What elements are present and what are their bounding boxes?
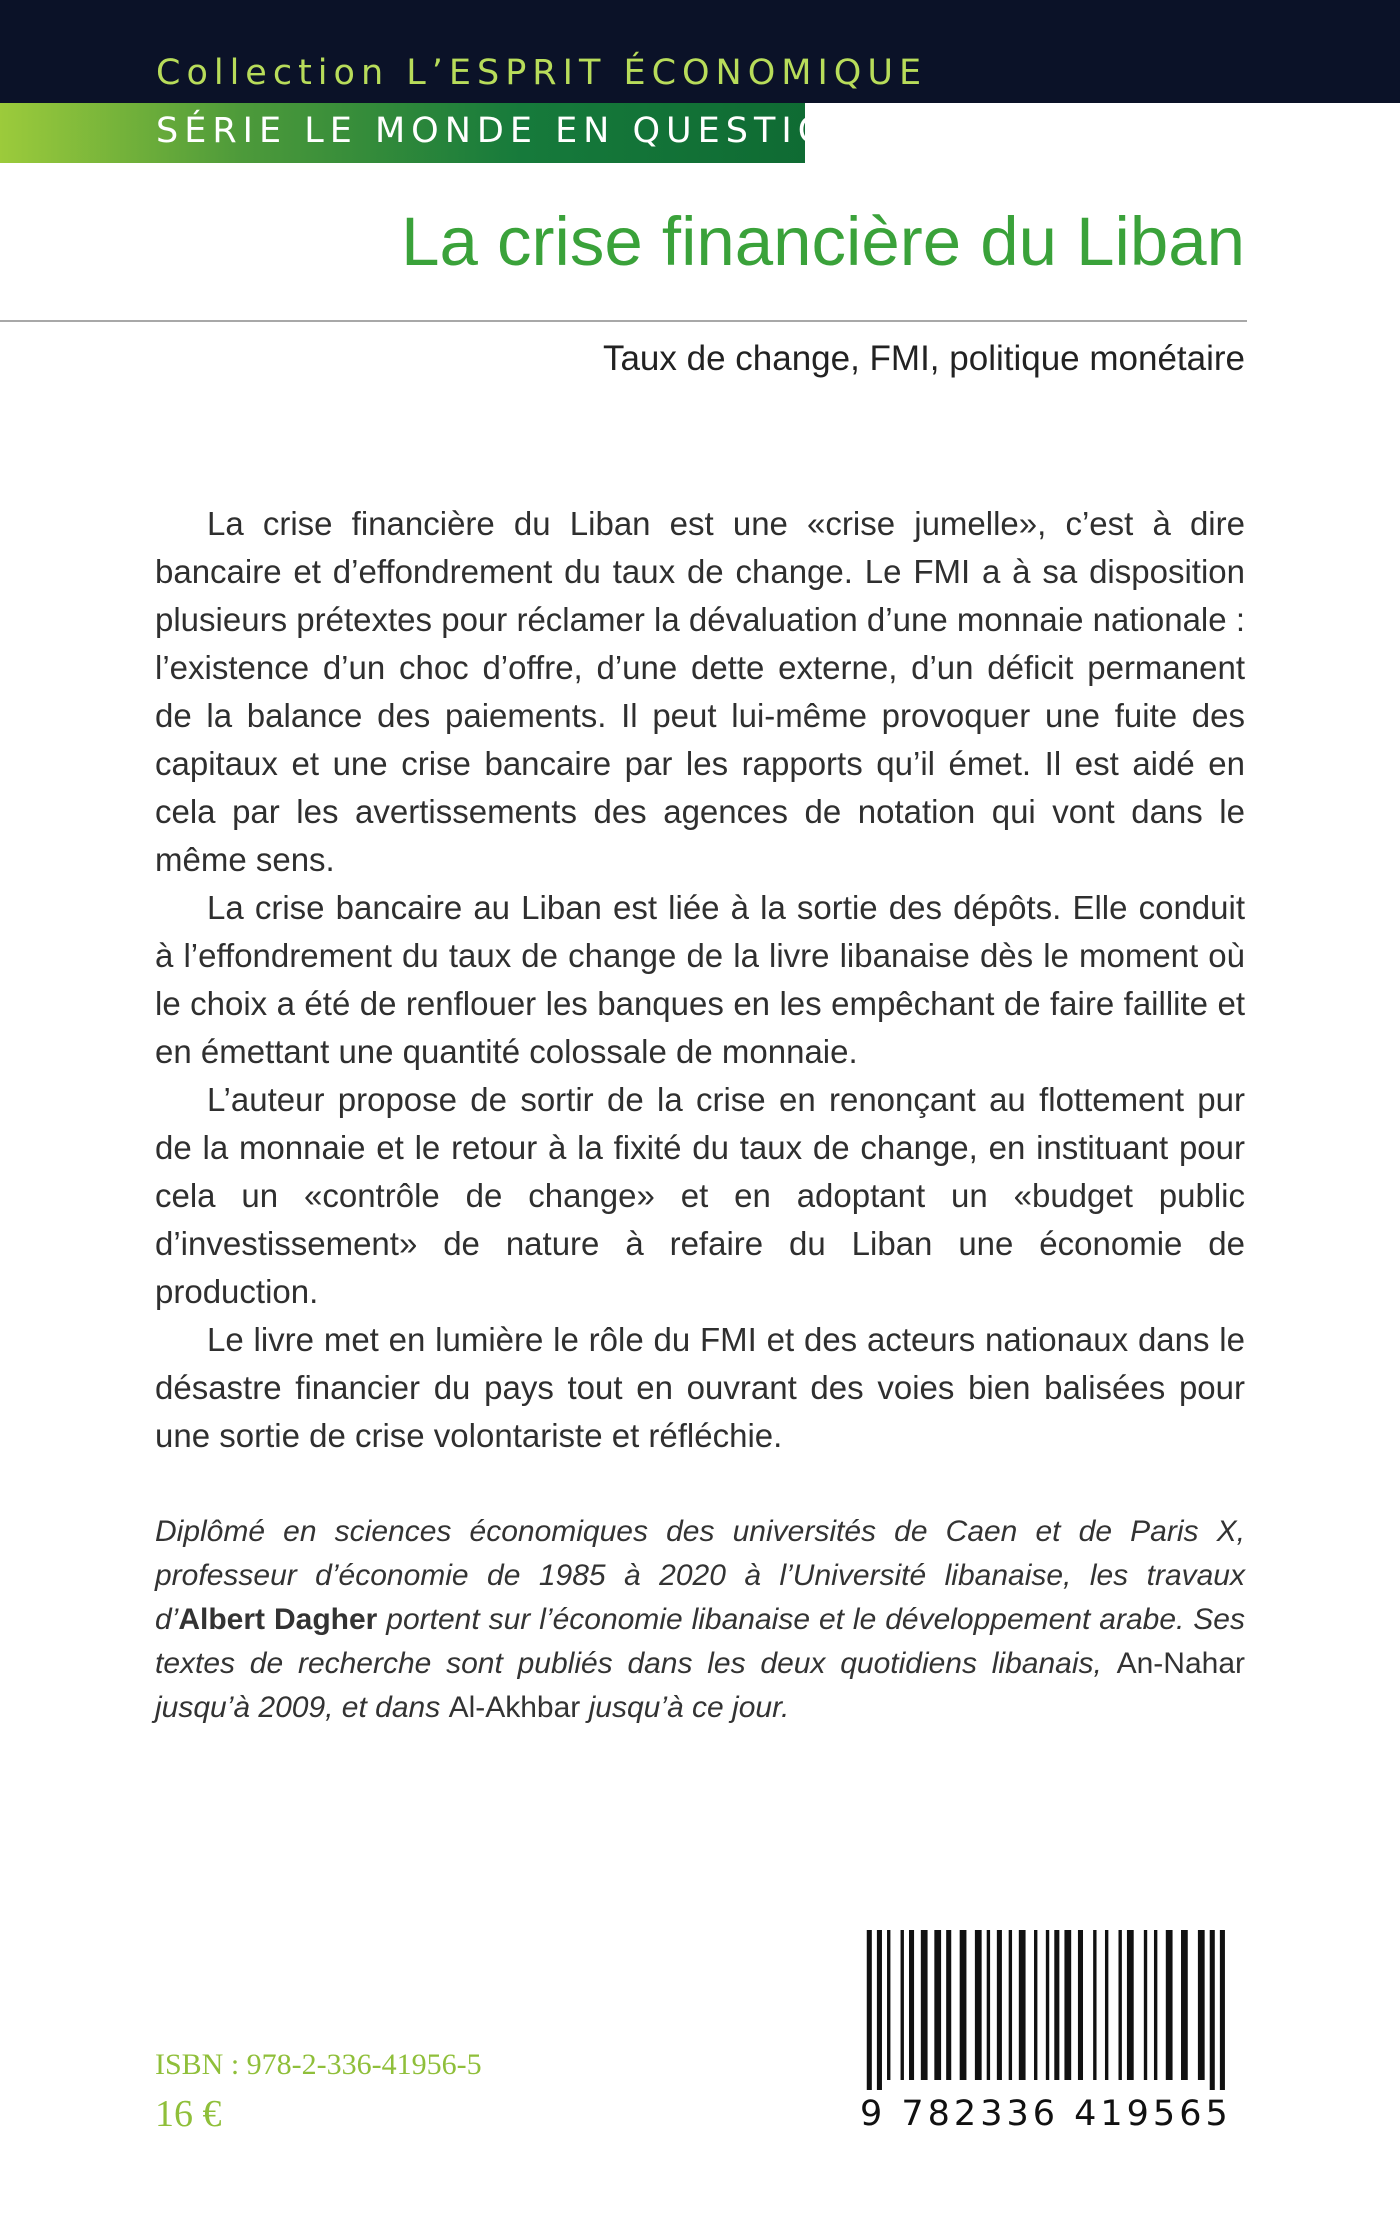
barcode-bar xyxy=(1127,1930,1134,2080)
author-bio xyxy=(155,1510,1245,1730)
barcode-bar xyxy=(997,1930,1002,2080)
newspaper-name: An-Nahar xyxy=(1116,1647,1245,1680)
barcode-bar xyxy=(1046,1930,1049,2080)
author-bio-text: jusqu’à 2009, et dans xyxy=(155,1691,449,1724)
barcode-bar xyxy=(1166,1930,1173,2080)
barcode-bar xyxy=(1144,1930,1147,2080)
barcode-bar xyxy=(909,1930,914,2080)
barcode-bar xyxy=(1064,1930,1071,2080)
book-subtitle: Taux de change, FMI, politique monétaire xyxy=(602,339,1245,378)
barcode-bar xyxy=(1054,1930,1059,2080)
barcode xyxy=(860,1930,1240,2170)
barcode-bar xyxy=(921,1930,928,2080)
barcode-bar xyxy=(901,1930,904,2080)
author-bio-text: Diplômé en sciences économiques des universités de Caen et de Paris X, professeur d’économie de 1985 à 2020 à l’Université libanaise, les travaux d’ xyxy=(155,1515,1245,1636)
barcode-bar xyxy=(1198,1930,1205,2080)
barcode-bar xyxy=(1019,1930,1026,2080)
collection-label: Collection L’ESPRIT ÉCONOMIQUE xyxy=(156,53,928,93)
barcode-bar xyxy=(1118,1930,1121,2080)
barcode-digits: 9 782336 419565 xyxy=(860,2094,1232,2134)
barcode-bar xyxy=(1154,1930,1157,2080)
barcode-bar xyxy=(960,1930,967,2080)
author-bio-text: portent sur l’économie libanaise et le développement arabe. Ses textes de recherche sont publiés dans les deux quotidiens libanais, xyxy=(155,1603,1245,1680)
book-title: La crise financière du Liban xyxy=(401,203,1245,280)
summary-text xyxy=(155,500,1245,1460)
title-divider xyxy=(0,320,1247,322)
barcode-bar xyxy=(1181,1930,1188,2080)
barcode-bar xyxy=(934,1930,941,2080)
barcode-bar xyxy=(1220,1930,1225,2090)
barcode-bar xyxy=(1105,1930,1108,2080)
isbn-label: ISBN : 978-2-336-41956-5 xyxy=(155,2048,482,2081)
summary-paragraph-2: La crise bancaire au Liban est liée à la sortie des dépôts. Elle conduit à l’effondrement du taux de change de la livre libanaise dès le moment où le choix a été de renflouer les banques en les empêchant de faire faillite et en émettant une quantité colossale de monnaie. xyxy=(155,889,1245,1070)
barcode-bar xyxy=(975,1930,982,2080)
series-label: SÉRIE LE MONDE EN QUESTION xyxy=(156,111,864,151)
barcode-bars xyxy=(860,1930,1240,2090)
barcode-bar xyxy=(946,1930,951,2080)
barcode-bar xyxy=(887,1930,890,2080)
barcode-bar xyxy=(1210,1930,1215,2090)
summary-paragraph-3: L’auteur propose de sortir de la crise en renonçant au flottement pur de la monnaie et le retour à la fixité du taux de change, en instituant pour cela un «contrôle de change» et en adoptant un «budget public d’investissement» de nature à refaire du Liban une économie de production. xyxy=(155,1081,1245,1310)
summary-paragraph-4: Le livre met en lumière le rôle du FMI et des acteurs nationaux dans le désastre financier du pays tout en ouvrant des voies bien balisées pour une sortie de crise volontariste et réfléchie. xyxy=(155,1321,1245,1454)
newspaper-name: Al-Akhbar xyxy=(448,1691,581,1724)
barcode-bar xyxy=(1034,1930,1037,2080)
barcode-bar xyxy=(1093,1930,1096,2080)
summary-paragraph-1: La crise financière du Liban est une «crise jumelle», c’est à dire bancaire et d’effondrement du taux de change. Le FMI a à sa disposition plusieurs prétextes pour réclamer la dévaluation d’une monnaie nationale : l’existence d’un choc d’offre, d’une dette externe, d’un déficit permanent de la balance des paiements. Il peut lui-même provoquer une fuite des capitaux et une crise bancaire par les rapports qu’il émet. Il est aidé en cela par les avertissements des agences de notation qui vont dans le même sens. xyxy=(155,505,1245,878)
price-label: 16 € xyxy=(155,2093,222,2135)
barcode-bar xyxy=(877,1930,882,2090)
barcode-bar xyxy=(987,1930,990,2080)
barcode-bar xyxy=(867,1930,872,2090)
author-bio-text: jusqu’à ce jour. xyxy=(580,1691,790,1724)
barcode-bar xyxy=(1078,1930,1083,2080)
author-name: Albert Dagher xyxy=(178,1603,378,1636)
barcode-bar xyxy=(1009,1930,1012,2080)
